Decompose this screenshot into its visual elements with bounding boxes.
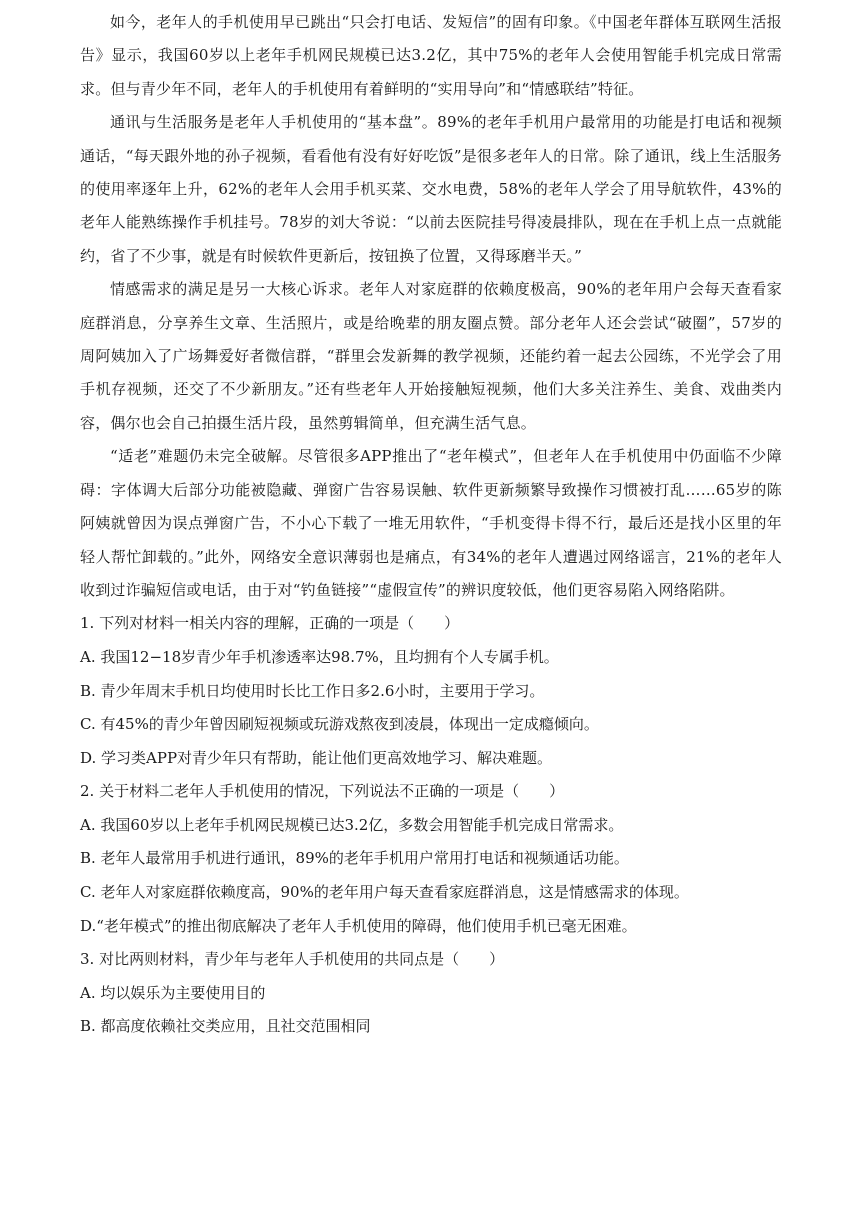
question-2-option-a: A. 我国60岁以上老年手机网民规模已达3.2亿，多数会用智能手机完成日常需求。: [80, 815, 624, 834]
question-block: [80, 607, 782, 1044]
question-2-option-d: D.“老年模式”的推出彻底解决了老年人手机使用的障碍，他们使用手机已毫无困难。: [80, 916, 637, 935]
question-2-option-c: C. 老年人对家庭群依赖度高，90%的老年用户每天查看家庭群消息，这是情感需求的体现。: [80, 883, 689, 902]
question-1-option-b: B. 青少年周末手机日均使用时长比工作日多2.6小时，主要用于学习。: [80, 681, 545, 700]
passage-paragraph-2: 通讯与生活服务是老年人手机使用的“基本盘”。89%的老年手机用户最常用的功能是打电话和视频通话，“每天跟外地的孙子视频，看看他有没有好好吃饭”是很多老年人的日常。除了通讯，线上生活服务的使用率逐年上升，62%的老年人会用手机买菜、交水电费，58%的老年人学会了用导航软件，43%的老年人能熟练操作手机挂号。78岁的刘大爷说：“以前去医院挂号得凌晨排队，现在在手机上点一点就能约，省了不少事，就是有时候软件更新后，按钮换了位置，又得琢磨半天。”: [80, 113, 782, 265]
question-3-stem: 3. 对比两则材料，青少年与老年人手机使用的共同点是（ ）: [80, 950, 505, 969]
passage-paragraph-3: 情感需求的满足是另一大核心诉求。老年人对家庭群的依赖度极高，90%的老年用户会每天查看家庭群消息，分享养生文章、生活照片，或是给晚辈的朋友圈点赞。部分老年人还会尝试“破圈”，57岁的周阿姨加入了广场舞爱好者微信群，“群里会发新舞的教学视频，还能约着一起去公园练，不光学会了用手机存视频，还交了不少新朋友。”还有些老年人开始接触短视频，他们大多关注养生、美食、戏曲类内容，偶尔也会自己拍摄生活片段，虽然剪辑简单，但充满生活气息。: [80, 280, 782, 432]
question-2-option-b: B. 老年人最常用手机进行通讯，89%的老年手机用户常用打电话和视频通话功能。: [80, 849, 629, 868]
document-page: [80, 6, 782, 1044]
reading-passage: [80, 6, 782, 607]
question-3-option-a: A. 均以娱乐为主要使用目的: [80, 983, 266, 1002]
question-1-option-a: A. 我国12−18岁青少年手机渗透率达98.7%，且均拥有个人专属手机。: [80, 647, 559, 666]
question-1-option-d: D. 学习类APP对青少年只有帮助，能让他们更高效地学习、解决难题。: [80, 748, 553, 767]
passage-paragraph-4: “适老”难题仍未完全破解。尽管很多APP推出了“老年模式”，但老年人在手机使用中仍面临不少障碍：字体调大后部分功能被隐藏、弹窗广告容易误触、软件更新频繁导致操作习惯被打乱……65岁的陈阿姨就曾因为误点弹窗广告，不小心下载了一堆无用软件，“手机变得卡得不行，最后还是找小区里的年轻人帮忙卸载的。”此外，网络安全意识薄弱也是痛点，有34%的老年人遭遇过网络谣言，21%的老年人收到过诈骗短信或电话，由于对“钓鱼链接”“虚假宣传”的辨识度较低，他们更容易陷入网络陷阱。: [80, 447, 782, 599]
question-1-option-c: C. 有45%的青少年曾因刷短视频或玩游戏熬夜到凌晨，体现出一定成瘾倾向。: [80, 715, 599, 734]
passage-paragraph-1: 如今，老年人的手机使用早已跳出“只会打电话、发短信”的固有印象。《中国老年群体互联网生活报告》显示，我国60岁以上老年手机网民规模已达3.2亿，其中75%的老年人会使用智能手机完成日常需求。但与青少年不同，老年人的手机使用有着鲜明的“实用导向”和“情感联结”特征。: [80, 13, 782, 98]
question-2-stem: 2. 关于材料二老年人手机使用的情况，下列说法不正确的一项是（ ）: [80, 782, 565, 801]
question-3-option-b: B. 都高度依赖社交类应用，且社交范围相同: [80, 1017, 371, 1036]
question-1-stem: 1. 下列对材料一相关内容的理解，正确的一项是（ ）: [80, 614, 460, 633]
